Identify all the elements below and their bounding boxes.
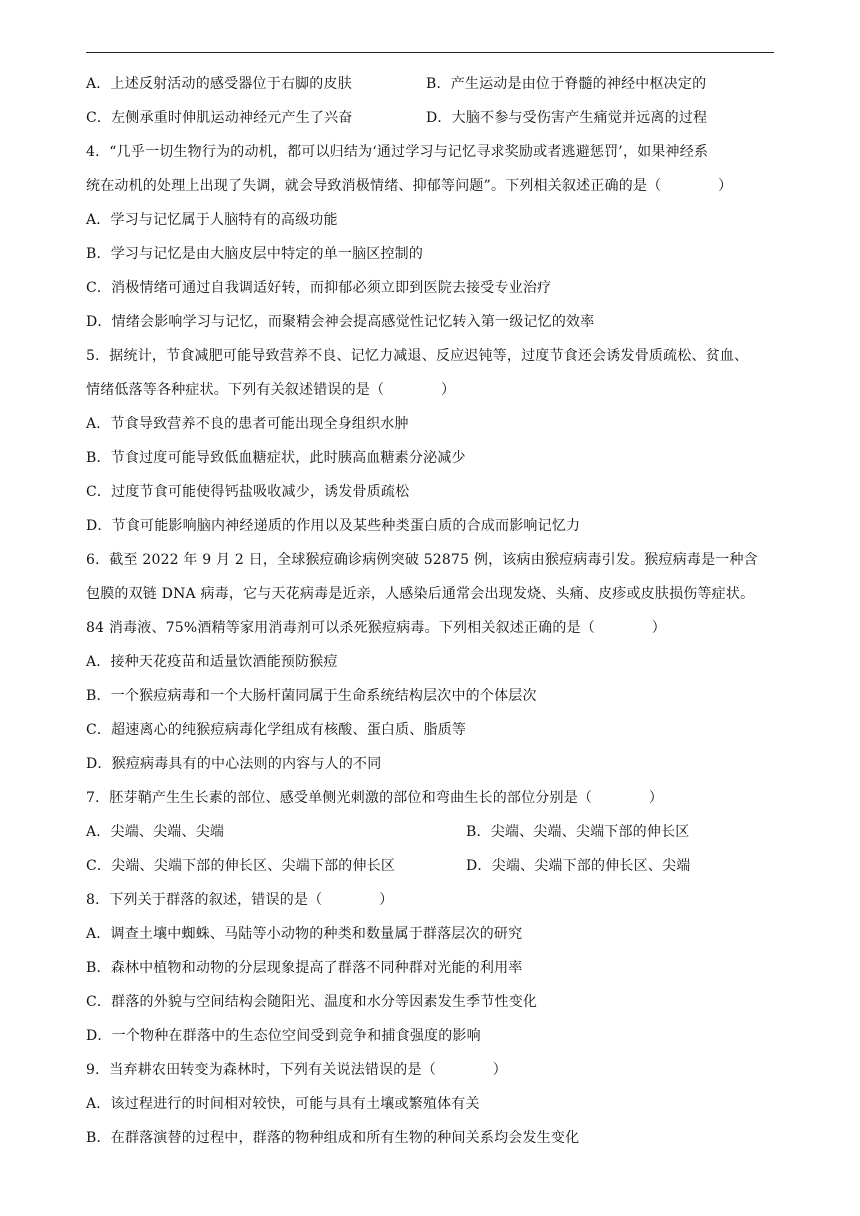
q5-option-d: D．节食可能影响脑内神经递质的作用以及某些种类蛋白质的合成而影响记忆力 [86,518,581,534]
q7-option-d: D．尖端、尖端下部的伸长区、尖端 [466,858,691,874]
q4-stem-line-1: 4．“几乎一切生物行为的动机，都可以归结为‘通过学习与记忆寻求奖励或者逃避惩罚’，如果神经系 [86,144,709,160]
exam-page-content [86,67,776,1155]
q7-options-row-1 [86,815,776,849]
q6-stem-line-1: 6．截至 2022 年 9 月 2 日，全球猴痘确诊病例突破 52875 例，该病由猴痘病毒引发。猴痘病毒是一种含 [86,552,758,568]
q4-option-b: B．学习与记忆是由大脑皮层中特定的单一脑区控制的 [86,246,424,262]
q5-stem-line-2: 情绪低落等各种症状。下列有关叙述错误的是（ ） [86,382,456,398]
q4-stem-line-2: 统在动机的处理上出现了失调，就会导致消极情绪、抑郁等问题”。下列相关叙述正确的是（ ） [86,178,733,194]
q9-option-b: B．在群落演替的过程中，群落的物种组成和所有生物的种间关系均会发生变化 [86,1130,580,1146]
q8-option-a: A．调查土壤中蜘蛛、马陆等小动物的种类和数量属于群落层次的研究 [86,926,523,942]
q3-options-row-2 [86,101,776,135]
q6-option-c: C．超速离心的纯猴痘病毒化学组成有核酸、蛋白质、脂质等 [86,722,467,738]
q5-option-a: A．节食导致营养不良的患者可能出现全身组织水肿 [86,416,409,432]
q3-option-b: B．产生运动是由位于脊髓的神经中枢决定的 [426,76,707,92]
q5-option-b: B．节食过度可能导致低血糖症状，此时胰高血糖素分泌减少 [86,450,466,466]
q3-option-d: D．大脑不参与受伤害产生痛觉并远离的过程 [426,110,708,126]
q8-option-d: D．一个物种在群落中的生态位空间受到竞争和捕食强度的影响 [86,1028,481,1044]
q4-option-d: D．情绪会影响学习与记忆，而聚精会神会提高感觉性记忆转入第一级记忆的效率 [86,314,595,330]
q8-option-c: C．群落的外貌与空间结构会随阳光、温度和水分等因素发生季节性变化 [86,994,538,1010]
q7-option-a: A．尖端、尖端、尖端 [86,824,225,840]
q6-option-b: B．一个猴痘病毒和一个大肠杆菌同属于生命系统结构层次中的个体层次 [86,688,537,704]
q6-stem-line-2: 包膜的双链 DNA 病毒，它与天花病毒是近亲，人感染后通常会出现发烧、头痛、皮疹或皮肤损伤等症状。 [86,586,755,602]
q6-option-d: D．猴痘病毒具有的中心法则的内容与人的不同 [86,756,382,772]
q7-stem: 7．胚芽鞘产生生长素的部位、感受单侧光刺激的部位和弯曲生长的部位分别是（ ） [86,790,664,806]
q6-option-a: A．接种天花疫苗和适量饮酒能预防猴痘 [86,654,338,670]
q5-option-c: C．过度节食可能使得钙盐吸收减少，诱发骨质疏松 [86,484,410,500]
q7-options-row-2 [86,849,776,883]
q4-option-c: C．消极情绪可通过自我调适好转，而抑郁必须立即到医院去接受专业治疗 [86,280,552,296]
header-rule [86,52,774,53]
q5-stem-line-1: 5．据统计，节食减肥可能导致营养不良、记忆力减退、反应迟钝等，过度节食还会诱发骨质疏松、贫血、 [86,348,749,364]
q7-option-c: C．尖端、尖端下部的伸长区、尖端下部的伸长区 [86,858,396,874]
q3-options-row-1 [86,67,776,101]
q6-stem-line-3: 84 消毒液、75%酒精等家用消毒剂可以杀死猴痘病毒。下列相关叙述正确的是（ ） [86,620,666,636]
q7-option-b: B．尖端、尖端、尖端下部的伸长区 [466,824,690,840]
q8-stem: 8．下列关于群落的叙述，错误的是（ ） [86,892,394,908]
q9-stem: 9．当弃耕农田转变为森林时，下列有关说法错误的是（ ） [86,1062,507,1078]
q4-option-a: A．学习与记忆属于人脑特有的高级功能 [86,212,338,228]
q3-option-a: A．上述反射活动的感受器位于右脚的皮肤 [86,76,352,92]
q8-option-b: B．森林中植物和动物的分层现象提高了群落不同种群对光能的利用率 [86,960,523,976]
q3-option-c: C．左侧承重时伸肌运动神经元产生了兴奋 [86,110,353,126]
q9-option-a: A．该过程进行的时间相对较快，可能与具有土壤或繁殖体有关 [86,1096,480,1112]
